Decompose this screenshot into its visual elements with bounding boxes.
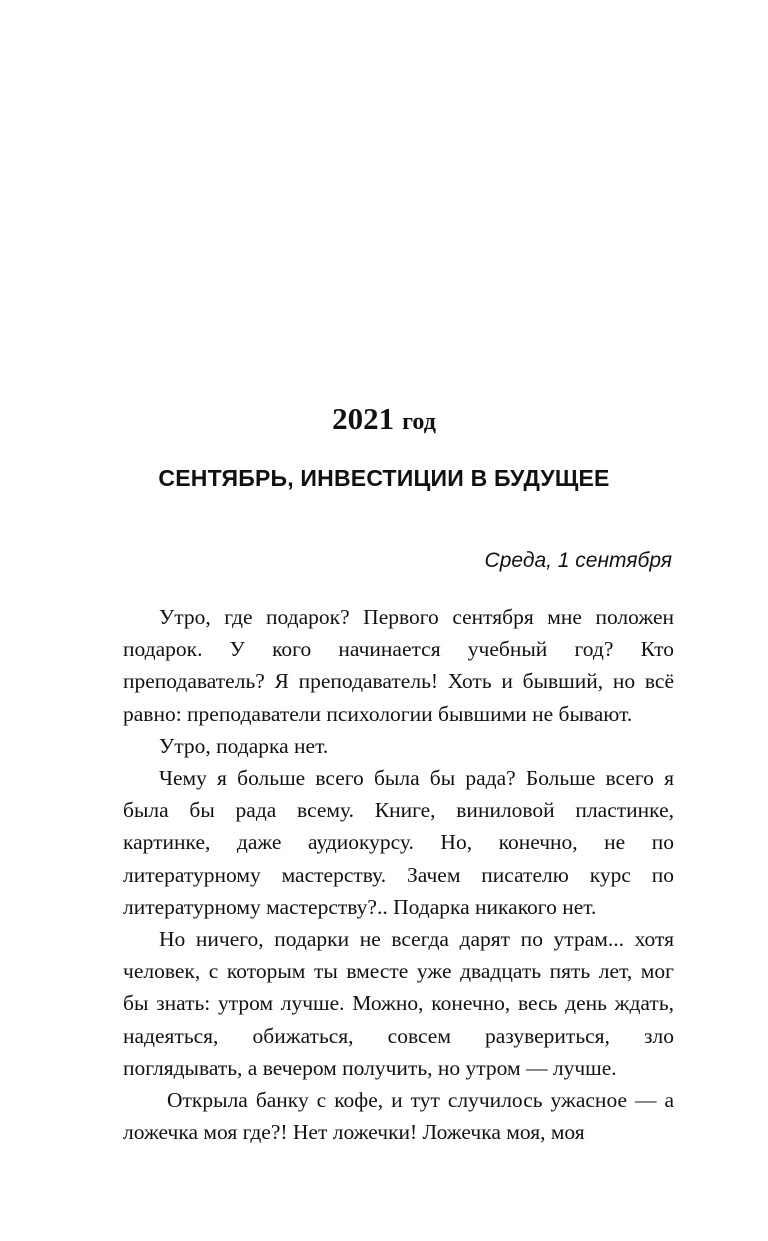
- year-heading: [0, 398, 768, 442]
- paragraph-1: Утро, где подарок? Первого сентября мне положен подарок. У кого начинается учебный год? Кто преподаватель? Я преподаватель! Хоть и бывший, но всё равно: преподаватели психологии бывшими не бывают.: [123, 605, 674, 726]
- year-number: 2021: [332, 401, 395, 436]
- date-line: Среда, 1 сентября: [484, 549, 672, 572]
- paragraph-5: Открыла банку с кофе, и тут случилось ужасное — а ложечка моя где?! Нет ложечки! Ложечка моя, моя: [123, 1088, 674, 1145]
- paragraph-3: Чему я больше всего была бы рада? Больше всего я была бы рада всему. Книге, виниловой пластинке, картинке, даже аудиокурсу. Но, конечно, не по литературному мастерству. Зачем писателю курс по литературному мастерству?.. Подарка никакого нет.: [123, 766, 674, 919]
- body-text: [123, 601, 674, 1148]
- paragraph-2: Утро, подарка нет.: [159, 733, 329, 758]
- paragraph-4: Но ничего, подарки не всегда дарят по утрам... хотя человек, с которым ты вместе уже двадцать пять лет, мог бы знать: утром лучше. Можно, конечно, весь день ждать, надеяться, обижаться, совсем разувериться, зло поглядывать, а вечером получить, но утром — лучше.: [123, 927, 674, 1080]
- year-word: год: [402, 409, 436, 435]
- chapter-title: СЕНТЯБРЬ, ИНВЕСТИЦИИ В БУДУЩЕЕ: [158, 465, 610, 491]
